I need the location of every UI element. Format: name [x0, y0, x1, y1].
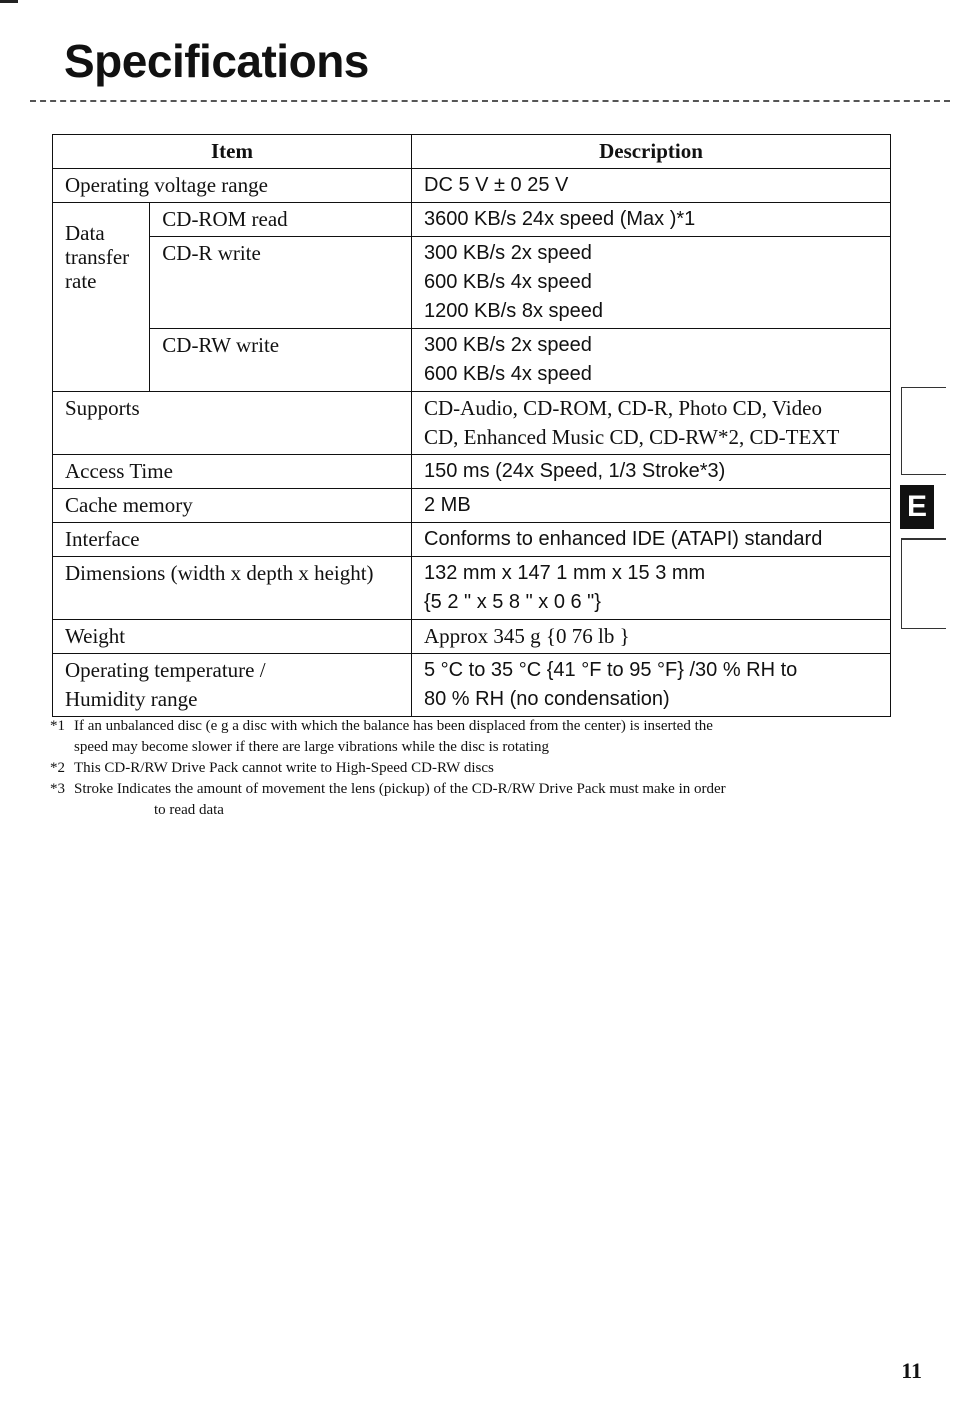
row-description: 2 MB	[412, 489, 891, 523]
data-transfer-label: Data transfer rate	[53, 203, 150, 392]
language-tab: E	[900, 485, 934, 529]
table-header-row	[53, 135, 891, 169]
row-subitem: CD-RW write	[150, 329, 412, 392]
row-item: Interface	[53, 523, 412, 557]
table-row	[53, 169, 891, 203]
row-description: 150 ms (24x Speed, 1/3 Stroke*3)	[412, 455, 891, 489]
row-item: Dimensions (width x depth x height)	[53, 557, 412, 620]
footnotes	[50, 716, 880, 821]
row-item: Supports	[53, 392, 412, 455]
side-tab-frame-bottom	[901, 538, 946, 629]
row-subitem: CD-ROM read	[150, 203, 412, 237]
table-row	[53, 392, 891, 455]
footnote	[50, 716, 880, 758]
table-row	[53, 489, 891, 523]
table-row	[53, 329, 891, 392]
row-description: 132 mm x 147 1 mm x 15 3 mm {5 2 " x 5 8 " x 0 6 "}	[412, 557, 891, 620]
row-description: Approx 345 g {0 76 lb }	[412, 620, 891, 654]
page-title: Specifications	[64, 35, 369, 87]
footnote-mark: *1	[50, 718, 65, 734]
row-description: 5 °C to 35 °C {41 °F to 95 °F} /30 % RH to 80 % RH (no condensation)	[412, 654, 891, 717]
row-item: Operating temperature / Humidity range	[53, 654, 412, 717]
row-description: DC 5 V ± 0 25 V	[412, 169, 891, 203]
table-row	[53, 523, 891, 557]
header-item: Item	[53, 135, 412, 169]
row-item: Weight	[53, 620, 412, 654]
side-tab-frame-top	[901, 387, 946, 475]
specifications-table	[52, 134, 891, 717]
footnote-text: Stroke Indicates the amount of movement the lens (pickup) of the CD-R/RW Drive Pack must make in order	[74, 781, 726, 797]
table-row	[53, 620, 891, 654]
footnote-mark: *3	[50, 781, 65, 797]
row-item: Cache memory	[53, 489, 412, 523]
row-description: CD-Audio, CD-ROM, CD-R, Photo CD, Video CD, Enhanced Music CD, CD-RW*2, CD-TEXT	[412, 392, 891, 455]
table-row	[53, 557, 891, 620]
footnote-text: This CD-R/RW Drive Pack cannot write to High-Speed CD-RW discs	[74, 760, 494, 776]
table-row	[53, 654, 891, 717]
header-description: Description	[412, 135, 891, 169]
table-row	[53, 237, 891, 329]
row-item: Access Time	[53, 455, 412, 489]
footnote-mark: *2	[50, 760, 65, 776]
title-divider	[30, 100, 950, 102]
row-description: 300 KB/s 2x speed 600 KB/s 4x speed	[412, 329, 891, 392]
table-row	[53, 455, 891, 489]
crop-mark	[0, 0, 18, 3]
row-description: 300 KB/s 2x speed 600 KB/s 4x speed 1200 KB/s 8x speed	[412, 237, 891, 329]
row-description: Conforms to enhanced IDE (ATAPI) standard	[412, 523, 891, 557]
footnote	[50, 779, 880, 821]
footnote-text: speed may become slower if there are large vibrations while the disc is rotating	[74, 739, 549, 755]
page-number: 11	[901, 1358, 922, 1383]
footnote-text: to read data	[154, 802, 224, 818]
row-description: 3600 KB/s 24x speed (Max )*1	[412, 203, 891, 237]
footnote-text: If an unbalanced disc (e g a disc with which the balance has been displaced from the center) is inserted the	[74, 718, 713, 734]
table-row	[53, 203, 891, 237]
footnote	[50, 758, 880, 779]
row-item: Operating voltage range	[53, 169, 412, 203]
row-subitem: CD-R write	[150, 237, 412, 329]
